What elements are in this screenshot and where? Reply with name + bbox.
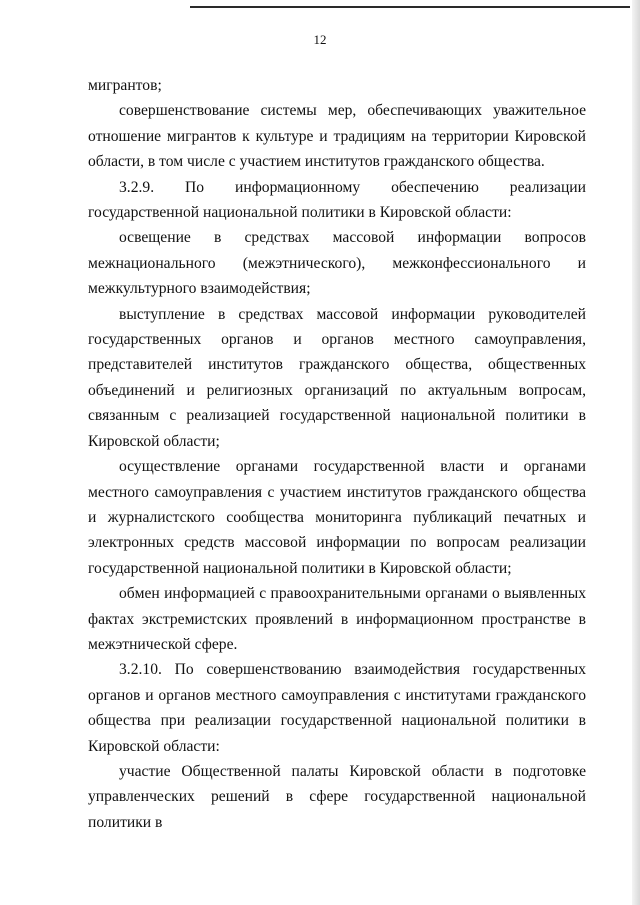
paragraph: участие Общественной палаты Кировской области в подготовке управленческих решений в сфере государственной национальной политики в	[88, 762, 586, 831]
paragraph: освещение в средствах массовой информации вопросов межнационального (межэтнического), межконфессионального и межкультурного взаимодействия;	[88, 229, 586, 298]
paragraph: совершенствование системы мер, обеспечивающих уважительное отношение мигрантов к культуре и традициям на территории Кировской области, в том числе с участием институтов гражданского общества.	[88, 102, 586, 171]
paragraph: осуществление органами государственной власти и органами местного самоуправления с участием институтов гражданского общества и журналистского сообщества мониторинга публикаций печатных и электронных средств массовой информации по вопросам реализации государственной национальной политики в Кировской области;	[88, 458, 586, 577]
section-heading-3-2-9: 3.2.9. По информационному обеспечению реализации государственной национальной политики в Кировской области:	[88, 178, 586, 222]
paragraph: обмен информацией с правоохранительными органами о выявленных фактах экстремистских проявлений в информационном пространстве в межэтнической сфере.	[88, 585, 586, 653]
scan-edge-right	[632, 0, 640, 905]
document-body	[88, 73, 586, 835]
scan-edge-top	[190, 6, 630, 8]
page-number: 12	[313, 32, 327, 47]
paragraph: выступление в средствах массовой информации руководителей государственных органов и органов местного самоуправления, представителей институтов гражданского общества, общественных объединений и религиозных организаций по актуальным вопросам, связанным с реализацией государственной национальной политики в Кировской области;	[88, 305, 586, 450]
section-heading-3-2-10: 3.2.10. По совершенствованию взаимодействия государственных органов и органов местного самоуправления с институтами гражданского общества при реализации государственной национальной политики в Кировской области:	[88, 661, 586, 755]
paragraph: мигрантов;	[88, 77, 162, 94]
